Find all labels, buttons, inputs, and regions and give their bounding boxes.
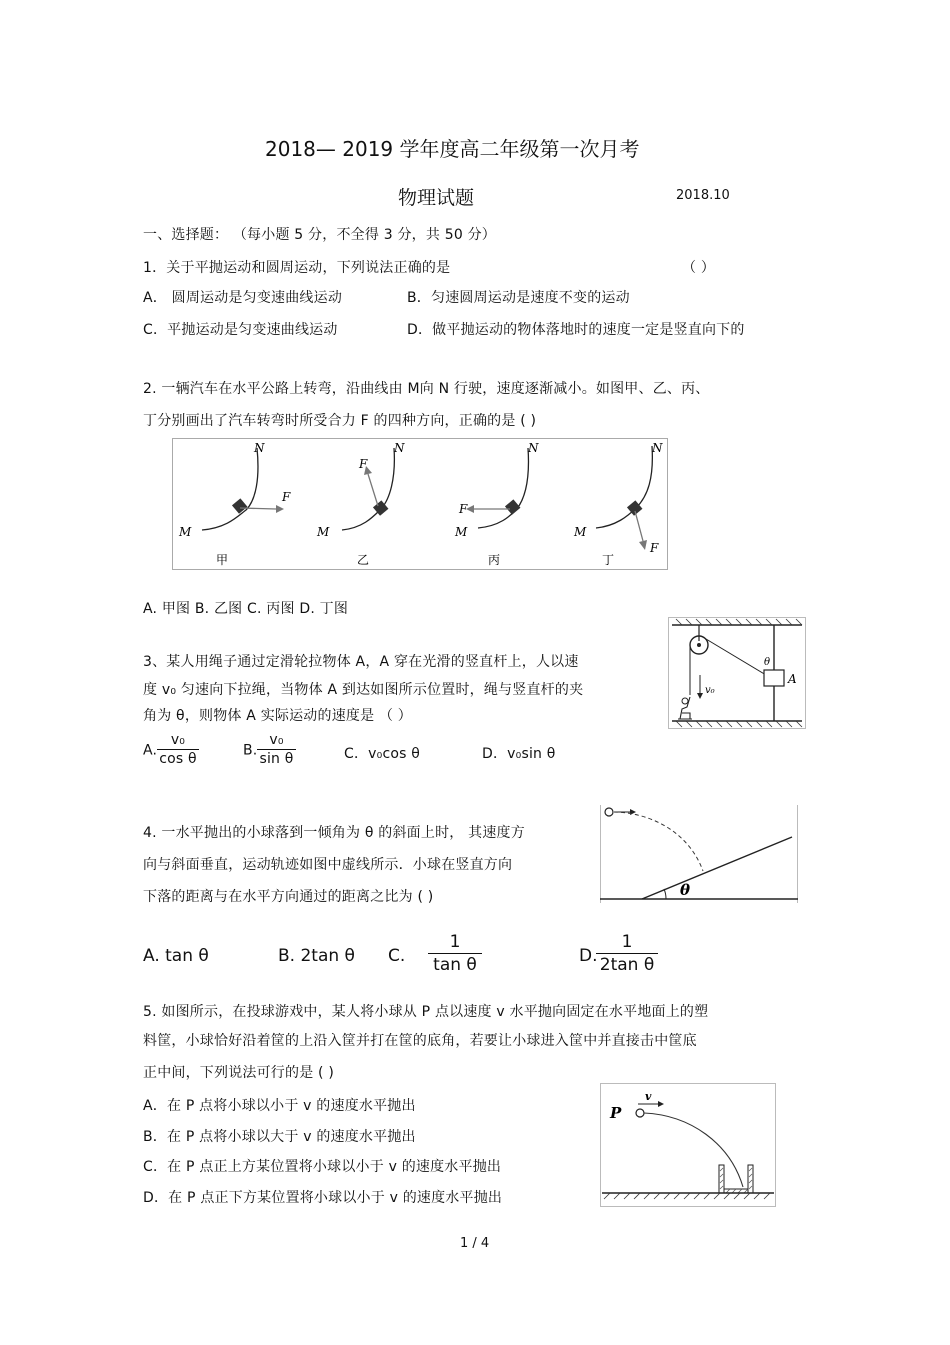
q5-option-a: A．在 P 点将小球以小于 v 的速度水平抛出 (143, 1098, 416, 1114)
fig-bing (454, 441, 539, 567)
q3-a-label: A. (143, 742, 158, 759)
label-theta: θ (680, 881, 691, 899)
label-f: F (459, 502, 468, 516)
q3-line2: 度 v₀ 匀速向下拉绳，当物体 A 到达如图所示位置时，绳与竖直杆的夹 (143, 682, 584, 698)
q2-line2: 丁分别画出了汽车转弯时所受合力 F 的四种方向，正确的是 ( ) (143, 413, 537, 429)
q5-line3: 正中间，下列说法可行的是 ( ) (143, 1065, 335, 1081)
q1-option-a: A． 圆周运动是匀变速曲线运动 (143, 290, 343, 306)
q3-line3: 角为 θ，则物体 A 实际运动的速度是 （ ） (143, 708, 412, 724)
q2-figure (172, 438, 668, 570)
q4-figure (600, 805, 798, 903)
q3-option-d: D．v₀sin θ (482, 746, 556, 762)
label-bing: 丙 (488, 553, 501, 567)
q3-figure (668, 617, 806, 729)
label-a: A (788, 672, 797, 686)
label-f: F (650, 541, 659, 555)
label-m: M (317, 525, 330, 539)
page-number: 1 / 4 (460, 1236, 490, 1251)
q3-option-c: C．v₀cos θ (344, 746, 421, 762)
q1-option-b: B．匀速圆周运动是速度不变的运动 (407, 290, 630, 306)
q1-option-d: D．做平抛运动的物体落地时的速度一定是竖直向下的 (407, 322, 745, 338)
q3-option-b (243, 732, 296, 769)
q5-option-b: B．在 P 点将小球以大于 v 的速度水平抛出 (143, 1129, 416, 1145)
label-m: M (179, 525, 192, 539)
q1-stem: 1．关于平抛运动和圆周运动，下列说法正确的是 (143, 260, 451, 276)
q4-c-num: 1 (428, 932, 482, 954)
label-jia: 甲 (216, 553, 229, 567)
label-yi: 乙 (357, 553, 370, 567)
q3-a-den: cos θ (159, 751, 197, 767)
label-v: v (645, 1090, 652, 1103)
fig-ding (573, 441, 663, 567)
label-m: M (455, 525, 468, 539)
q2-line1: 2. 一辆汽车在水平公路上转弯，沿曲线由 M向 N 行驶，速度逐渐减小。如图甲、乙、丙、 (143, 381, 710, 397)
q4-option-b: B. 2tan θ (278, 946, 355, 966)
label-f: F (282, 490, 291, 504)
q4-line2: 向与斜面垂直，运动轨迹如图中虚线所示．小球在竖直方向 (143, 857, 513, 873)
label-n: N (394, 441, 405, 455)
exam-date: 2018.10 (676, 188, 730, 203)
q3-b-label: B. (243, 742, 258, 759)
q4-option-d-label: D. (579, 946, 598, 966)
q3-option-a (143, 732, 199, 769)
q4-line3: 下落的距离与在水平方向通过的距离之比为 ( ) (143, 889, 434, 905)
q4-option-a: A. tan θ (143, 946, 209, 966)
q4-option-c-label: C. (388, 946, 406, 966)
label-f: F (359, 457, 368, 471)
q1-answer-paren: （ ） (682, 260, 716, 276)
q3-b-num: v₀ (257, 732, 295, 750)
q3-line1: 3、某人用绳子通过定滑轮拉物体 A，A 穿在光滑的竖直杆上，人以速 (143, 654, 579, 670)
q5-line1: 5. 如图所示，在投球游戏中，某人将小球从 P 点以速度 v 水平抛向固定在水平地面上的塑 (143, 1004, 709, 1020)
q1-option-c: C．平抛运动是匀变速曲线运动 (143, 322, 338, 338)
label-theta: θ (764, 657, 771, 668)
q3-a-num: v₀ (157, 732, 199, 750)
q5-option-d: D．在 P 点正下方某位置将小球以小于 v 的速度水平抛出 (143, 1190, 503, 1206)
fig-yi (316, 441, 405, 567)
q3-b-den: sin θ (259, 751, 294, 767)
q5-figure (600, 1083, 776, 1207)
q2-options: A. 甲图 B. 乙图 C. 丙图 D. 丁图 (143, 601, 349, 617)
q4-option-d (596, 932, 658, 977)
fig-jia (178, 441, 291, 567)
q5-line2: 料筐，小球恰好沿着筐的上沿入筐并打在筐的底角，若要让小球进入筐中并直接击中筐底 (143, 1033, 697, 1049)
q4-option-c (428, 932, 482, 977)
section-heading: 一、选择题： （每小题 5 分，不全得 3 分，共 50 分） (143, 227, 496, 243)
q4-line1: 4. 一水平抛出的小球落到一倾角为 θ 的斜面上时， 其速度方 (143, 825, 525, 841)
label-v0: v₀ (705, 685, 715, 696)
label-ding: 丁 (602, 553, 615, 567)
label-p: P (610, 1104, 622, 1122)
label-m: M (574, 525, 587, 539)
page-title: 2018— 2019 学年度高二年级第一次月考 (265, 137, 640, 161)
page-subtitle: 物理试题 (398, 187, 475, 209)
label-n: N (652, 441, 663, 455)
label-n: N (528, 441, 539, 455)
label-n: N (254, 441, 265, 455)
q4-d-den: 2tan θ (599, 955, 655, 975)
q4-d-num: 1 (596, 932, 658, 954)
q5-option-c: C．在 P 点正上方某位置将小球以小于 v 的速度水平抛出 (143, 1159, 502, 1175)
q4-c-den: tan θ (433, 955, 477, 975)
